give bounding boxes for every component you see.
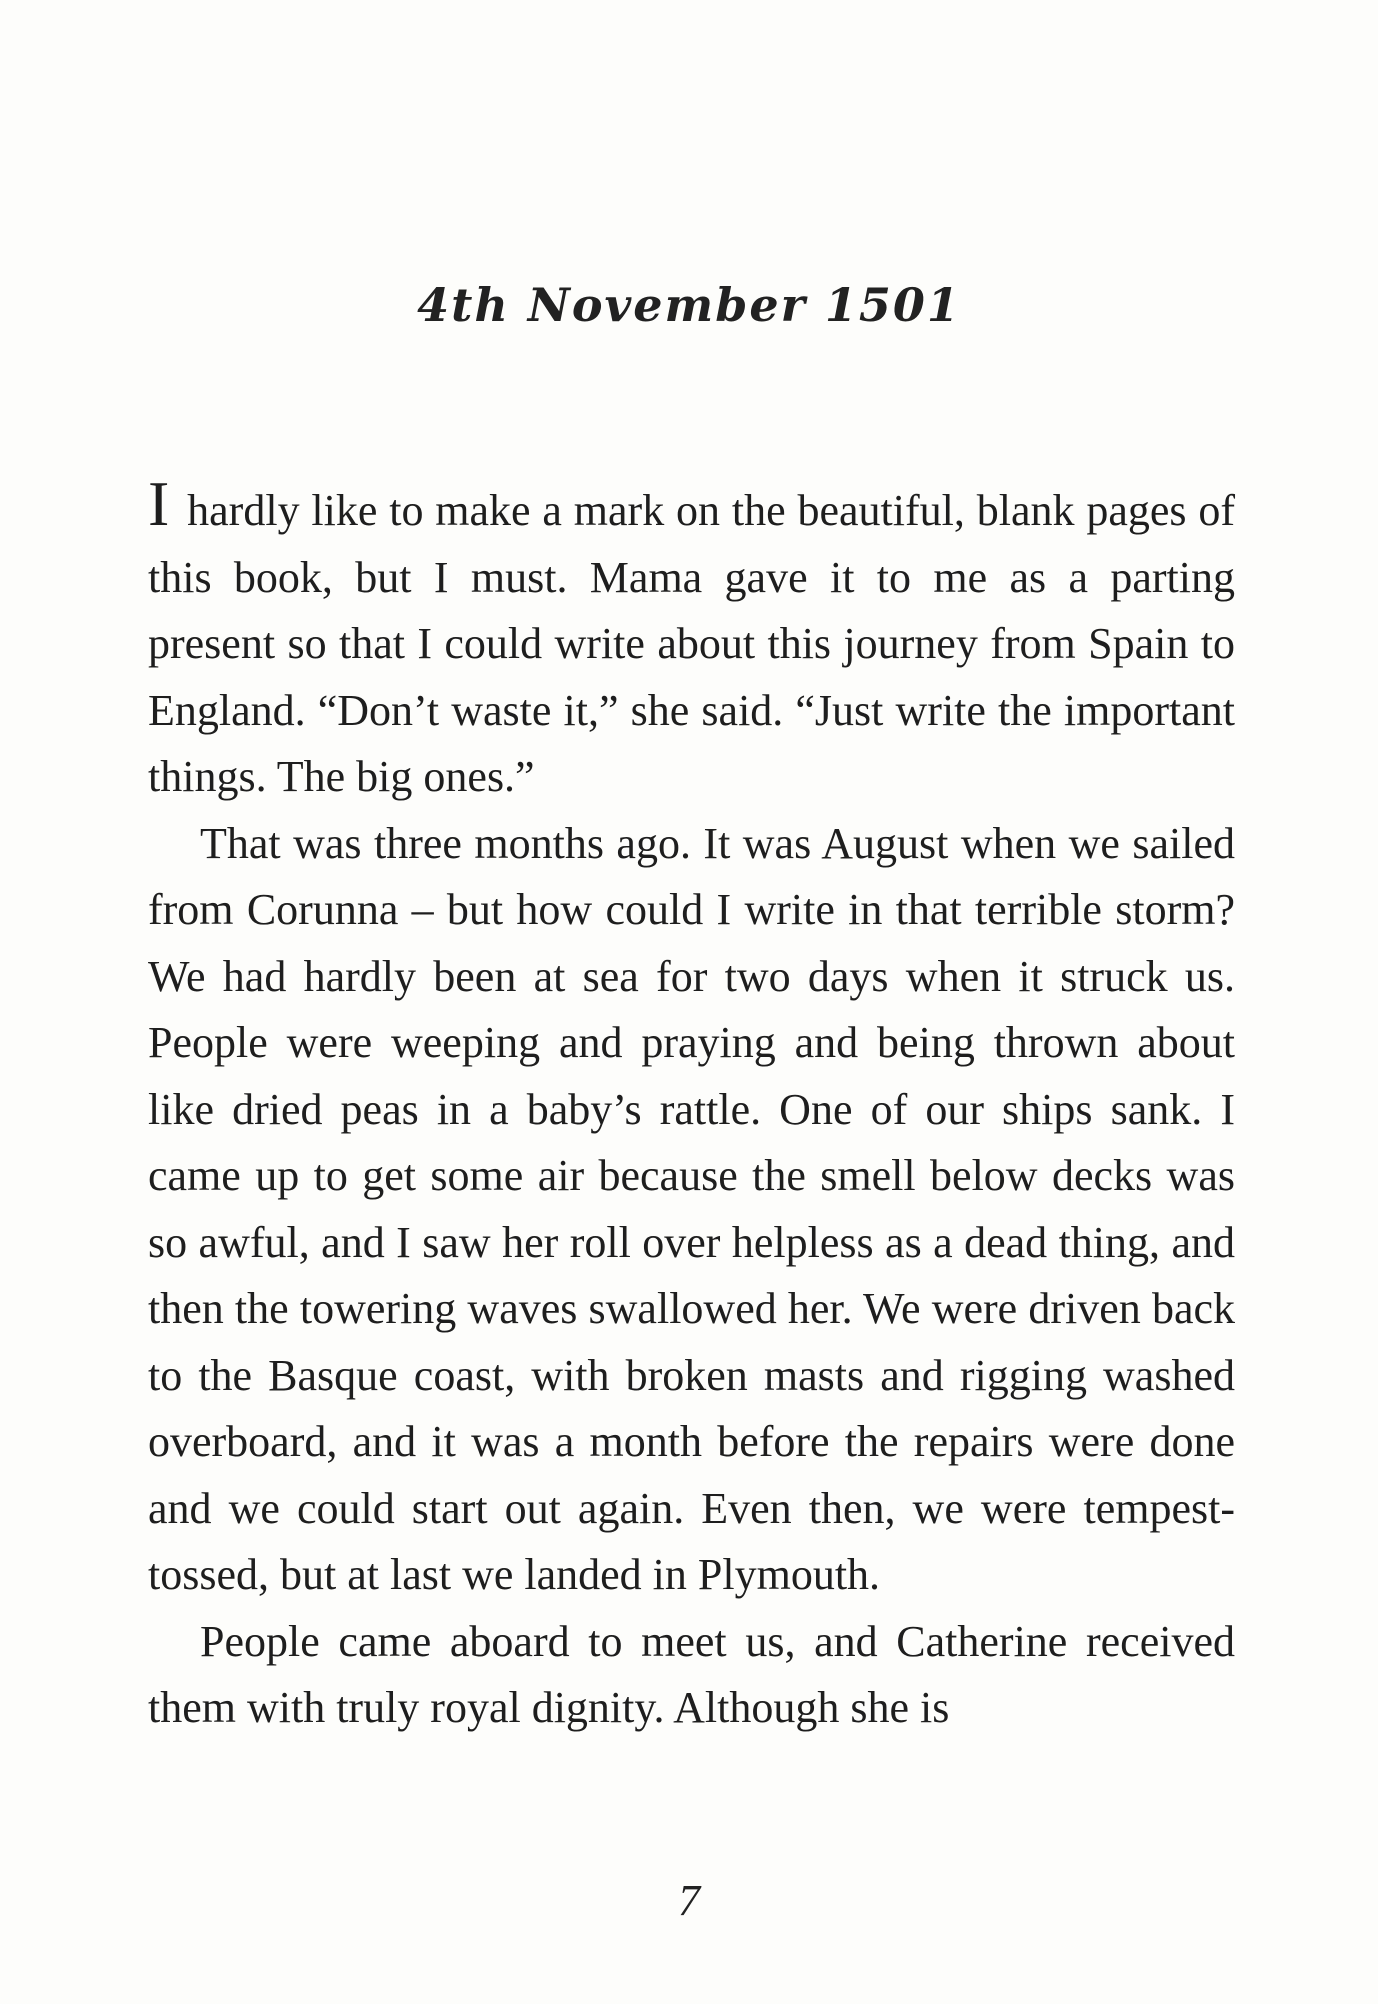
page-number: 7 xyxy=(678,1876,700,1925)
paragraph-1 xyxy=(148,468,1235,811)
paragraph-1-text: hardly like to make a mark on the beautiful, blank pages of this book, but I must. Mama gave it to me as a parting present so that I could write about this journey from Spain to England. “Don’t waste it,” she said. “Just write the important things. The big ones.” xyxy=(148,486,1235,801)
drop-cap: I xyxy=(148,468,170,539)
entry-date-heading: 4th November 1501 xyxy=(417,278,961,332)
paragraph-2: That was three months ago. It was August when we sailed from Corunna – but how could I write in that terrible storm? We had hardly been at sea for two days when it struck us. People were weeping and praying and being thrown about like dried peas in a baby’s rattle. One of our ships sank. I came up to get some air because the smell below decks was so awful, and I saw her roll over helpless as a dead thing, and then the towering waves swallowed her. We were driven back to the Basque coast, with broken masts and rigging washed overboard, and it was a month before the repairs were done and we could start out again. Even then, we were tempest-tossed, but at last we landed in Plymouth. xyxy=(148,818,1235,1599)
entry-body xyxy=(148,468,1235,1742)
paragraph-3: People came aboard to meet us, and Catherine received them with truly royal dignity. Although she is xyxy=(148,1616,1235,1732)
